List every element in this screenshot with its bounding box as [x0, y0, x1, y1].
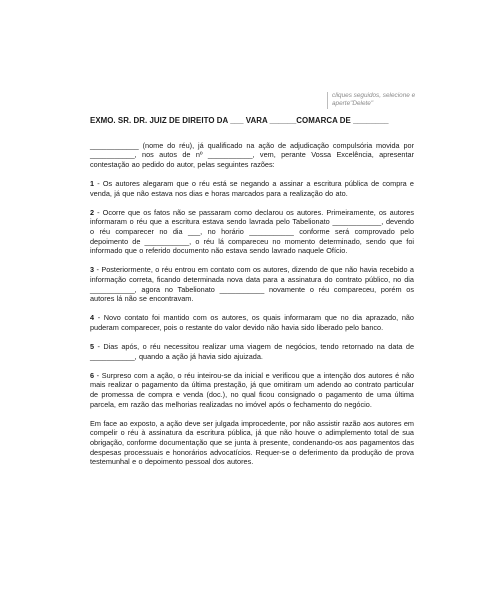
paragraph-number: 5	[90, 342, 95, 352]
paragraph-text: - Os autores alegaram que o réu está se negando a assinar a escritura pública de compra e venda, já que não estava nos dias e horas marcados para a realização do ato.	[90, 178, 414, 198]
paragraph-text: - Surpreso com a ação, o réu inteirou-se da inicial e verificou que a intenção dos autores é não mais realizar o pagamento da última prestação, já que omitiram um adendo ao contrato particular de promessa de compra e venda (doc.), no qual ficou consignado o pagamento de uma última parcela, em razão das melhorias realizadas no imóvel após o fechamento do negócio.	[90, 370, 414, 409]
paragraph-1	[90, 179, 414, 198]
paragraph-3	[90, 265, 414, 303]
paragraph-number: 1	[90, 178, 95, 188]
document-title: EXMO. SR. DR. JUIZ DE DIREITO DA ___ VARA ______COMARCA DE ________	[90, 116, 389, 125]
intro-paragraph: ____________ (nome do réu), já qualificado na ação de adjudicação compulsória movida por ___________, nos autos de nº ___________, vem, perante Vossa Excelência, apresentar contestação ao pedido do autor, pelas seguintes razões:	[90, 140, 414, 169]
paragraph-5	[90, 342, 414, 361]
paragraph-number: 3	[90, 265, 95, 275]
paragraph-number: 4	[90, 313, 95, 323]
paragraph-number: 2	[90, 207, 95, 217]
paragraph-4	[90, 313, 414, 332]
paragraph-text: - Ocorre que os fatos não se passaram como declarou os autores. Primeiramente, os autores informaram o réu que a escritura estava sendo lavrada pelo Tabelionato ____________, devendo o réu comparecer no dia ___, no horário ___________ conforme será comprovado pelo depoimento de ___________, o réu lá compareceu no momento determinado, sendo que foi informado que o referido documento não estava sendo lavrado naquele Ofício.	[90, 207, 414, 256]
document-body	[90, 116, 414, 476]
instruction-note-line-1: cliques seguidos, selecione e	[332, 92, 416, 99]
paragraph-2	[90, 208, 414, 256]
paragraph-text: - Novo contato foi mantido com os autores, os quais informaram que no dia aprazado, não puderam comparecer, pois o restante do valor devido não havia sido liberado pelo banco.	[90, 313, 414, 332]
paragraph-text: - Posteriormente, o réu entrou em contato com os autores, dizendo de que não havia recebido a informação correta, ficando determinada nova data para a assinatura do contrato público, no dia ___________, agora no Tabelionato ___________ novamente o réu compareceu, porém os autores lá não se encontravam.	[90, 265, 414, 304]
paragraph-6	[90, 371, 414, 409]
instruction-note-line-2: aperte"Delete"	[332, 100, 374, 108]
paragraph-text: - Dias após, o réu necessitou realizar uma viagem de negócios, tendo retornado na data de ___________, quando a ação já havia sido ajuizada.	[90, 342, 414, 361]
instruction-note	[327, 92, 500, 109]
paragraph-number: 6	[90, 370, 95, 380]
conclusion-paragraph: Em face ao exposto, a ação deve ser julgada improcedente, por não assistir razão aos autores em compelir o réu à assinatura da escritura pública, já que não houve o adimplemento total de sua obrigação, conforme documentação que se junta à presente, condenando-os aos pagamentos das despesas processuais e honorários advocatícios. Requer-se o deferimento da produção de prova testemunhal e o depoimento pessoal dos autores.	[90, 418, 414, 467]
